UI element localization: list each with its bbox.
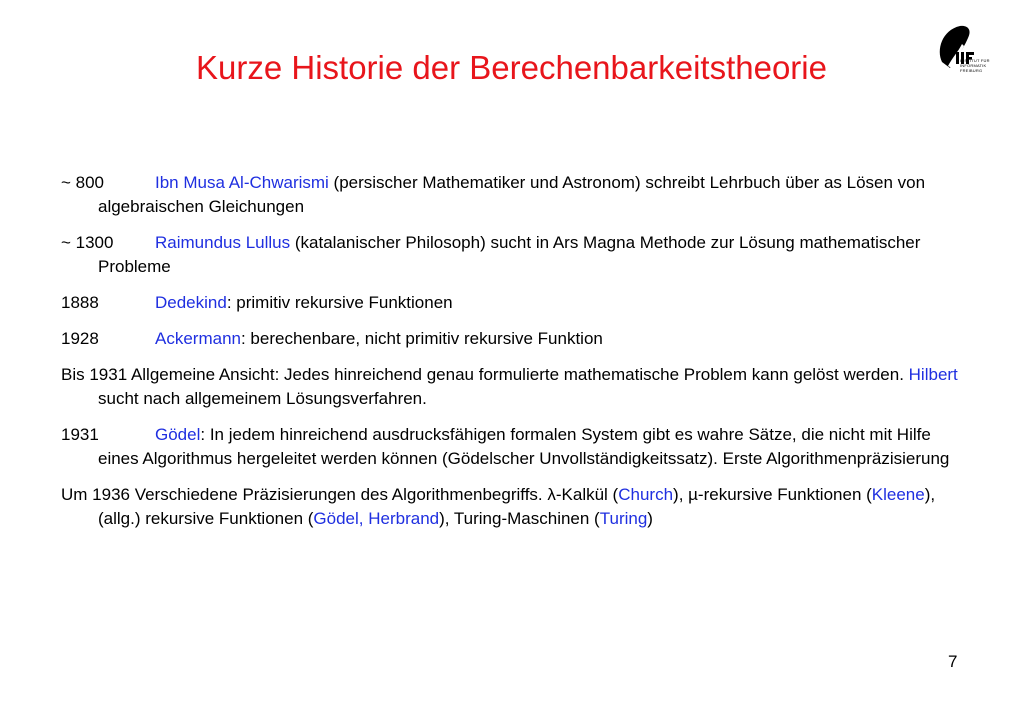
iif-logo-icon: [932, 22, 992, 82]
history-entry-1928: [61, 327, 967, 351]
entry-person: Kleene: [871, 485, 925, 504]
history-entry-1931: [61, 423, 967, 471]
logo-caption-line3: FREIBURG: [960, 68, 983, 73]
logo-caption-line1: INSTITUT FÜR: [960, 58, 990, 63]
entry-text: : In jedem hinreichend ausdrucksfähigen formalen System gibt es wahre Sätze, die nicht mit Hilfe eines Algorithmus hergeleitet werden können (Gödelscher Unvollständigkeitssatz). Erste Algorithmenpräzisierung: [98, 425, 950, 468]
entry-person: Dedekind: [155, 293, 227, 312]
entry-text: ), (allg.) rekursive Funktionen (: [98, 485, 936, 528]
entry-person: Raimundus Lullus: [155, 233, 291, 252]
iif-logo-mark: [932, 22, 992, 82]
page-number: 7: [948, 652, 958, 671]
history-entry-1936: [61, 483, 967, 531]
logo-caption-line2: INFORMATIK: [960, 63, 987, 68]
entry-person: Ibn Musa Al-Chwarismi: [155, 173, 329, 192]
entry-person: Gödel, Herbrand: [313, 509, 440, 528]
entry-text: ), Turing-Maschinen (: [439, 509, 600, 528]
entry-text: (katalanischer Philosoph) sucht in Ars Magna Methode zur Lösung mathematischer Probleme: [98, 233, 921, 276]
entry-date: ~ 800: [61, 173, 105, 192]
entry-person: Hilbert: [908, 365, 958, 384]
entry-text: ), µ-rekursive Funktionen (: [673, 485, 872, 504]
entry-person: Ackermann: [155, 329, 241, 348]
entry-text: Um 1936 Verschiedene Präzisierungen des Algorithmenbegriffs. λ-Kalkül (: [61, 485, 619, 504]
history-entry-1300: [61, 231, 967, 279]
entry-text: : primitiv rekursive Funktionen: [226, 293, 453, 312]
entry-date: 1928: [61, 329, 99, 348]
entry-date: ~ 1300: [61, 233, 114, 252]
entry-person: Turing: [599, 509, 648, 528]
entry-date: 1888: [61, 293, 99, 312]
entry-text: (persischer Mathematiker und Astronom) schreibt Lehrbuch über as Lösen von algebraischen Gleichungen: [98, 173, 926, 216]
history-entry-1888: [61, 291, 967, 315]
entry-date: 1931: [61, 425, 99, 444]
entry-text: : berechenbare, nicht primitiv rekursive Funktion: [240, 329, 603, 348]
logo-caption: [960, 58, 992, 73]
slide-title: Kurze Historie der Berechenbarkeitstheorie: [196, 49, 827, 86]
entry-text: sucht nach allgemeinem Lösungsverfahren.: [98, 389, 427, 408]
history-list: [61, 171, 967, 543]
entry-person: Gödel: [155, 425, 201, 444]
entry-person: Church: [618, 485, 674, 504]
history-entry-800: [61, 171, 967, 219]
history-entry-bis-1931: [61, 363, 967, 411]
entry-text: Bis 1931 Allgemeine Ansicht: Jedes hinreichend genau formulierte mathematische Problem kann gelöst werden.: [61, 365, 909, 384]
entry-text: ): [647, 509, 653, 528]
